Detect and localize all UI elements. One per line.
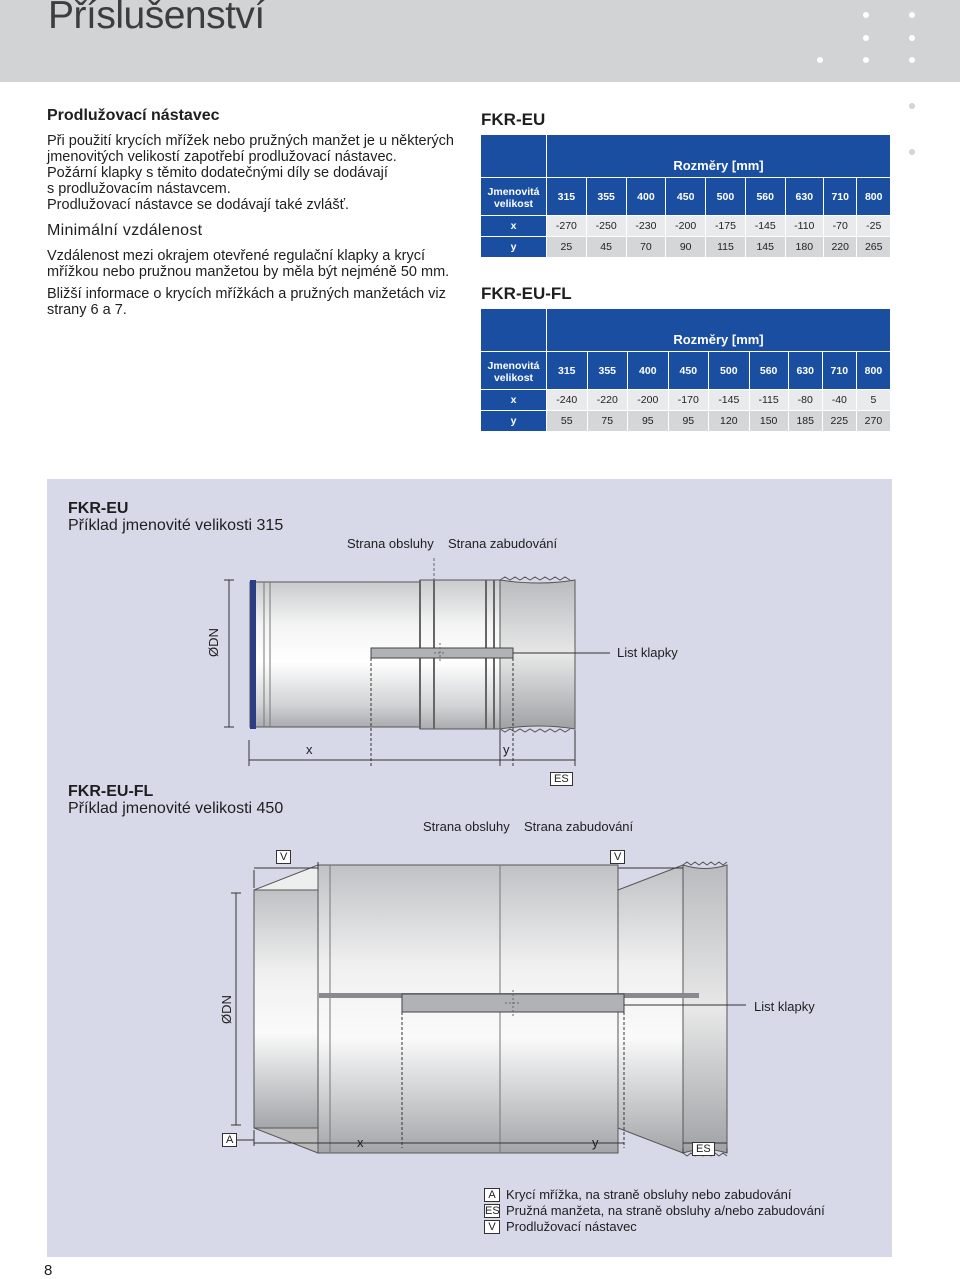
- table-cell: 145: [745, 237, 785, 258]
- diagram1-dn-label: ØDN: [206, 628, 221, 657]
- diagram1-subtitle: Příklad jmenovité velikosti 315: [68, 517, 284, 534]
- table-cell: 95: [628, 411, 669, 432]
- table-cell: 45: [586, 237, 626, 258]
- text-line: jmenovitých velikostí zapotřebí prodlužovací nástavec.: [47, 149, 397, 165]
- table-cell: -270: [547, 216, 587, 237]
- es-tag: ES: [692, 1142, 715, 1156]
- table-cell: -220: [587, 390, 628, 411]
- table-cell: 630: [785, 178, 823, 216]
- diagram2-heading: [68, 783, 283, 817]
- text-line: Bližší informace o krycích mřížkách a pružných manžetách viz: [47, 286, 446, 302]
- legend-key: A: [484, 1188, 500, 1202]
- table-cell: 90: [666, 237, 706, 258]
- diagram2-y-label: y: [592, 1135, 599, 1150]
- text-line: s prodlužovacím nástavcem.: [47, 181, 231, 197]
- legend-text: Krycí mřížka, na straně obsluhy nebo zabudování: [506, 1187, 792, 1202]
- row-label: y: [481, 237, 547, 258]
- table-cell: 220: [823, 237, 856, 258]
- text-line: Vzdálenost mezi okrajem otevřené regulační klapky a krycí: [47, 248, 425, 264]
- diagram2-side-operation: Strana obsluhy: [423, 819, 510, 834]
- table-cell: 115: [706, 237, 746, 258]
- size-label: Jmenovitá velikost: [481, 352, 547, 390]
- legend-item: [484, 1203, 825, 1219]
- size-label: Jmenovitá velikost: [481, 178, 547, 216]
- diagram2-subtitle: Příklad jmenovité velikosti 450: [68, 800, 284, 817]
- table-cell: 450: [666, 178, 706, 216]
- table-cell: 800: [857, 178, 891, 216]
- legend-text: Pružná manžeta, na straně obsluhy a/nebo zabudování: [506, 1203, 825, 1218]
- table-cell: 400: [628, 352, 669, 390]
- diagram2-dn-label: ØDN: [219, 995, 234, 1024]
- a-tag: A: [222, 1133, 237, 1147]
- page-title: Příslušenství: [48, 0, 265, 37]
- table-cell: -230: [626, 216, 666, 237]
- table-cell: 800: [856, 352, 890, 390]
- table-cell: 70: [626, 237, 666, 258]
- table-cell: -70: [823, 216, 856, 237]
- table-cell: 400: [626, 178, 666, 216]
- table-cell: -40: [822, 390, 856, 411]
- diagram1-side-operation: Strana obsluhy: [347, 536, 434, 551]
- text-line: Prodlužovací nástavce se dodávají také zvlášť.: [47, 197, 350, 213]
- diagram2-blade-label: List klapky: [754, 999, 815, 1014]
- v-tag: V: [276, 850, 291, 864]
- legend: [484, 1187, 825, 1235]
- diagram1-heading: [68, 500, 283, 534]
- text-line: mřížkou nebo pružnou manžetou by měla být nejméně 50 mm.: [47, 264, 450, 280]
- row-label: x: [481, 216, 547, 237]
- row-label: y: [481, 411, 547, 432]
- table-cell: -200: [628, 390, 669, 411]
- legend-item: [484, 1219, 825, 1235]
- table-cell: 355: [586, 178, 626, 216]
- table-cell: 5: [856, 390, 890, 411]
- diagram1-y-label: y: [503, 742, 510, 757]
- diagram2-v-right: [610, 848, 625, 864]
- diagram-fkr-eu: [224, 558, 610, 766]
- diagram2-es-label: [692, 1140, 715, 1156]
- table-cell: 225: [822, 411, 856, 432]
- table-cell: 450: [668, 352, 709, 390]
- diagram1-es-label: [550, 770, 573, 786]
- diagram1-side-installation: Strana zabudování: [448, 536, 558, 551]
- table-header: Rozměry [mm]: [547, 309, 891, 352]
- table-cell: -145: [745, 216, 785, 237]
- intro-subheading: Minimální vzdálenost: [47, 222, 203, 239]
- row-label: x: [481, 390, 547, 411]
- table-cell: 150: [749, 411, 788, 432]
- v-tag: V: [610, 850, 625, 864]
- intro-heading: Prodlužovací nástavec: [47, 107, 220, 124]
- table-cell: 270: [856, 411, 890, 432]
- table-cell: 120: [709, 411, 750, 432]
- table-cell: 315: [547, 352, 588, 390]
- table-title-fkr-eu: FKR-EU: [481, 110, 546, 129]
- diagram1-blade-label: List klapky: [617, 645, 678, 660]
- table-cell: 95: [668, 411, 709, 432]
- table-cell: -145: [709, 390, 750, 411]
- diagram2-a-label: [222, 1131, 237, 1147]
- table-header: Rozměry [mm]: [547, 135, 891, 178]
- page-number: 8: [44, 1262, 53, 1279]
- table-cell: 500: [709, 352, 750, 390]
- table-cell: -240: [547, 390, 588, 411]
- table-cell: -25: [857, 216, 891, 237]
- table-cell: -80: [788, 390, 822, 411]
- legend-text: Prodlužovací nástavec: [506, 1219, 637, 1234]
- table-cell: 355: [587, 352, 628, 390]
- diagram2-v-left: [276, 848, 291, 864]
- text-line: Při použití krycích mřížek nebo pružných manžet je u některých: [47, 133, 454, 149]
- legend-item: [484, 1187, 825, 1203]
- table-cell: 630: [788, 352, 822, 390]
- legend-key: ES: [485, 1205, 500, 1217]
- es-tag: ES: [550, 772, 573, 786]
- table-cell: -200: [666, 216, 706, 237]
- table-cell: -115: [749, 390, 788, 411]
- table-cell: 55: [547, 411, 588, 432]
- table-cell: 315: [547, 178, 587, 216]
- table-cell: 265: [857, 237, 891, 258]
- legend-key: V: [484, 1220, 500, 1234]
- diagram1-title: FKR-EU: [68, 500, 129, 517]
- diagram-fkr-eu-fl: [231, 862, 746, 1156]
- table-cell: 500: [706, 178, 746, 216]
- table-cell: 560: [749, 352, 788, 390]
- table-cell: 180: [785, 237, 823, 258]
- table-cell: 710: [823, 178, 856, 216]
- table-cell: 185: [788, 411, 822, 432]
- diagram2-side-installation: Strana zabudování: [524, 819, 634, 834]
- table-cell: -175: [706, 216, 746, 237]
- text-line: Požární klapky s těmito dodatečnými díly se dodávají: [47, 165, 388, 181]
- table-cell: -170: [668, 390, 709, 411]
- diagram2-title: FKR-EU-FL: [68, 783, 154, 800]
- text-line: strany 6 a 7.: [47, 302, 127, 318]
- table-cell: -110: [785, 216, 823, 237]
- table-cell: 25: [547, 237, 587, 258]
- table-title-fkr-eu-fl: FKR-EU-FL: [481, 284, 572, 303]
- diagram2-x-label: x: [357, 1135, 364, 1150]
- diagram1-x-label: x: [306, 742, 313, 757]
- table-cell: -250: [586, 216, 626, 237]
- table-cell: 75: [587, 411, 628, 432]
- table-cell: 710: [822, 352, 856, 390]
- table-cell: 560: [745, 178, 785, 216]
